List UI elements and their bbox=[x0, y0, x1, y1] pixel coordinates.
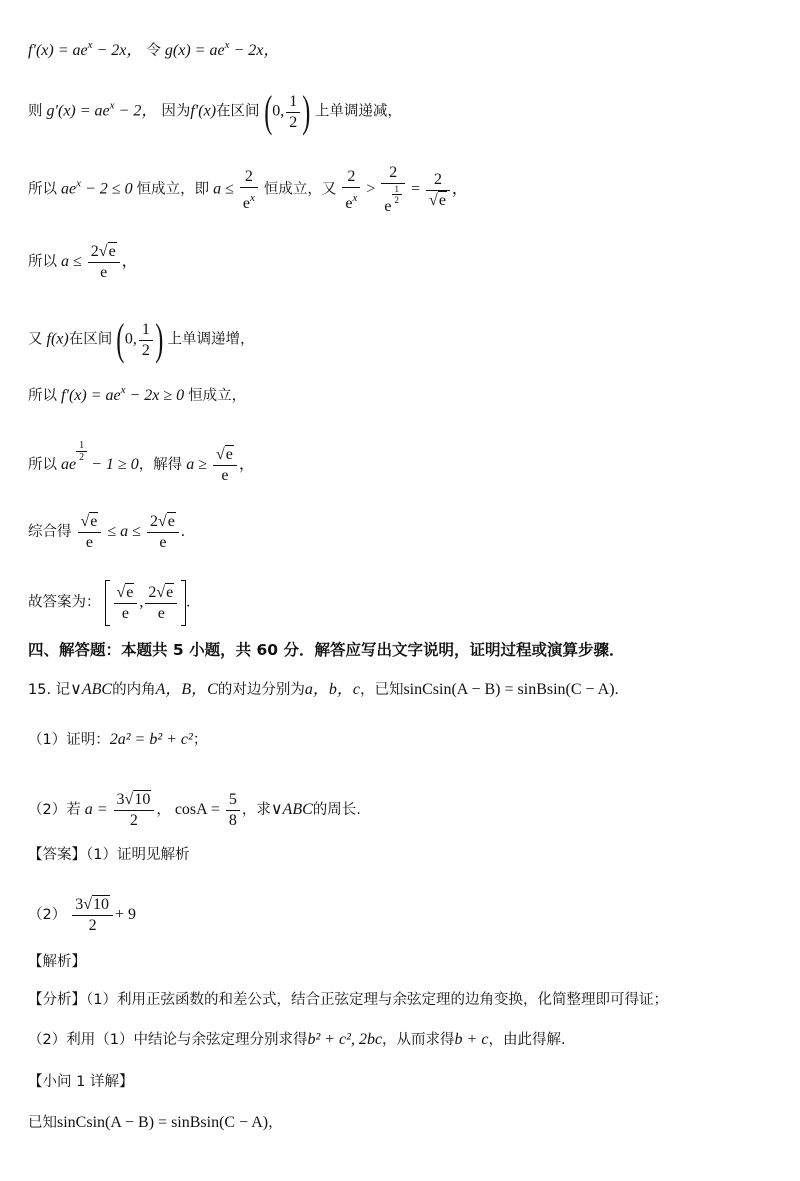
line-inequality bbox=[28, 163, 468, 217]
text: ， bbox=[156, 802, 171, 819]
text: （2）若 bbox=[28, 802, 81, 819]
formula: − 2x， bbox=[92, 42, 143, 59]
formula: a，b，c bbox=[304, 681, 360, 698]
text: 因为 bbox=[161, 103, 191, 120]
formula: sinCsin(A − B) = sinBsin(C − A) bbox=[403, 681, 615, 698]
text: ， bbox=[121, 253, 138, 271]
formula: − 1 ≥ 0 bbox=[87, 456, 139, 473]
analysis-part-2 bbox=[28, 1030, 566, 1050]
formula: g(x) = ae bbox=[164, 42, 225, 59]
superscript: x bbox=[224, 39, 230, 51]
right-paren: ) bbox=[302, 87, 311, 136]
line-fprime-nonneg bbox=[28, 380, 246, 406]
formula: A，B，C bbox=[155, 681, 218, 698]
text: 所以 bbox=[28, 388, 57, 404]
formula: f′(x) = ae bbox=[28, 42, 88, 59]
formula: g′(x) = ae bbox=[46, 102, 110, 120]
superscript: x bbox=[120, 384, 126, 396]
text: ，由此得解. bbox=[488, 1032, 566, 1048]
formula: a ≤ bbox=[61, 253, 82, 271]
given-condition bbox=[28, 1113, 283, 1133]
formula: − 2 ≤ 0 bbox=[81, 180, 133, 198]
text: 恒成立，即 bbox=[136, 181, 210, 198]
comma: , bbox=[139, 593, 144, 611]
fraction: $\frac{3√10}{2}$ bbox=[72, 895, 113, 936]
formula: cosA = bbox=[174, 801, 220, 819]
answer-part-2 bbox=[28, 895, 136, 936]
right-paren: ) bbox=[155, 315, 164, 364]
line-derivative bbox=[28, 35, 279, 61]
formula: − 2， bbox=[114, 102, 158, 120]
formula: f′(x) = ae bbox=[61, 387, 121, 404]
text: 在区间 bbox=[216, 103, 260, 120]
text: ，已知 bbox=[359, 682, 404, 698]
fraction: $\frac{√e}{e}$ bbox=[213, 445, 237, 486]
fraction: $\frac{2√e}{e}$ bbox=[88, 242, 120, 283]
line-a-upper bbox=[28, 242, 138, 283]
formula: a ≤ bbox=[213, 180, 234, 198]
text: ， bbox=[451, 180, 468, 198]
text: 的对边分别为 bbox=[217, 682, 305, 698]
formula: ≤ a ≤ bbox=[107, 523, 141, 541]
text: 15. 记 bbox=[28, 682, 71, 698]
fraction: 2 e $\frac{1}{2}$ bbox=[381, 163, 405, 217]
line-answer-interval bbox=[28, 580, 190, 626]
formula: b² + c², 2bc bbox=[307, 1031, 383, 1048]
text: . bbox=[180, 523, 185, 541]
formula: 2a² = b² + c² bbox=[109, 731, 193, 748]
text: 又 bbox=[28, 331, 43, 348]
text: ， bbox=[268, 1115, 283, 1131]
fraction: $\frac{2√e}{e}$ bbox=[145, 583, 177, 624]
formula: b + c bbox=[454, 1031, 489, 1048]
text: 的内角 bbox=[112, 682, 156, 698]
fraction: $\frac{1}{2}$ bbox=[286, 92, 300, 133]
formula: > bbox=[366, 180, 376, 198]
question-15 bbox=[28, 680, 619, 700]
formula: sinCsin(A − B) = sinBsin(C − A) bbox=[57, 1114, 269, 1131]
formula: ∨ABC bbox=[270, 801, 313, 819]
text: 恒成立， bbox=[188, 388, 247, 404]
fraction: $\frac{√e}{e}$ bbox=[114, 583, 138, 624]
subquestion-1-heading: 【小问 1 详解】 bbox=[28, 1074, 134, 1090]
formula: f′(x) bbox=[190, 102, 217, 120]
analysis-label: 【解析】 bbox=[28, 954, 86, 970]
formula: 0, bbox=[272, 102, 285, 120]
fraction: $\frac{5}{8}$ bbox=[226, 790, 240, 831]
text: 恒成立，又 bbox=[263, 181, 337, 198]
formula: a = bbox=[84, 801, 108, 819]
question-15-part-2 bbox=[28, 790, 361, 831]
fraction: $\frac{2√e}{e}$ bbox=[147, 512, 179, 553]
left-bracket bbox=[105, 580, 110, 626]
text: 上单调递增， bbox=[167, 331, 255, 348]
fraction: $\frac{2}{√e}$ bbox=[426, 170, 450, 211]
text: ； bbox=[192, 732, 208, 748]
formula: − 2x， bbox=[229, 42, 280, 59]
superscript: x bbox=[87, 39, 93, 51]
text: ，求 bbox=[241, 802, 271, 819]
text: 所以 bbox=[28, 254, 57, 271]
exponent-fraction: $\frac{1}{2}$ bbox=[76, 440, 87, 463]
formula: ae bbox=[61, 456, 77, 473]
fraction: $\frac{2}{e^x}$ bbox=[342, 167, 360, 214]
formula: − 2x ≥ 0 bbox=[125, 387, 185, 404]
text: 综合得 bbox=[28, 524, 72, 541]
fraction: $\frac{2}{e^x}$ bbox=[240, 167, 258, 214]
left-paren: ( bbox=[263, 87, 272, 136]
formula: ae bbox=[61, 180, 77, 198]
text: 令 bbox=[146, 43, 161, 59]
text: 故答案为： bbox=[28, 594, 101, 611]
line-g-derivative bbox=[28, 87, 402, 136]
text: 所以 bbox=[28, 181, 57, 198]
text: 在区间 bbox=[68, 331, 113, 348]
answer-part-1: 【答案】（1）证明见解析 bbox=[28, 847, 190, 863]
fraction: $\frac{3√10}{2}$ bbox=[114, 790, 155, 831]
formula: f(x) bbox=[46, 330, 69, 348]
text: （2） bbox=[28, 907, 67, 924]
formula: = bbox=[411, 180, 421, 198]
text: 已知 bbox=[28, 1115, 57, 1131]
formula: + 9 bbox=[115, 906, 137, 924]
text: ， bbox=[238, 456, 255, 473]
analysis-part-1: 【分析】（1）利用正弦函数的和差公式，结合正弦定理与余弦定理的边角变换，化简整理即可得证； bbox=[28, 992, 668, 1008]
fraction: $\frac{√e}{e}$ bbox=[78, 512, 102, 553]
text: 的周长. bbox=[312, 802, 361, 819]
line-a-lower bbox=[28, 440, 255, 486]
text: . bbox=[614, 681, 619, 698]
section-heading: 四、解答题：本题共 5 小题，共 60 分．解答应写出文字说明，证明过程或演算步骤． bbox=[28, 641, 625, 659]
superscript: x bbox=[76, 177, 81, 190]
question-15-part-1 bbox=[28, 730, 207, 750]
formula: a ≥ bbox=[186, 456, 207, 473]
text: ，解得 bbox=[138, 457, 183, 473]
text: 则 bbox=[28, 103, 43, 120]
text: . bbox=[186, 593, 191, 611]
formula: ∨ABC bbox=[70, 681, 113, 698]
text: 上单调递减， bbox=[314, 103, 402, 120]
text: 所以 bbox=[28, 457, 57, 473]
formula: 0, bbox=[124, 330, 137, 348]
line-combined bbox=[28, 512, 185, 553]
text: （1）证明： bbox=[28, 732, 110, 748]
line-increasing bbox=[28, 315, 255, 364]
fraction: $\frac{1}{2}$ bbox=[139, 320, 153, 361]
left-paren: ( bbox=[116, 315, 125, 364]
text: （2）利用（1）中结论与余弦定理分别求得 bbox=[28, 1032, 308, 1048]
text: ，从而求得 bbox=[382, 1032, 455, 1048]
superscript: x bbox=[109, 99, 115, 112]
